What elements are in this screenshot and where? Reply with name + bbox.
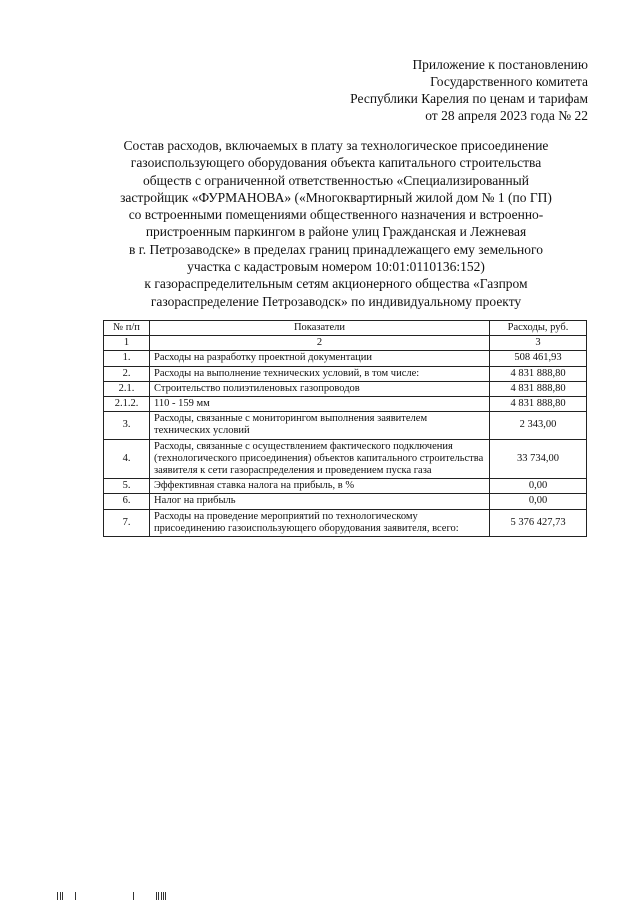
header-costs: Расходы, руб.	[490, 321, 587, 336]
header-indicators: Показатели	[150, 321, 490, 336]
appendix-line: от 28 апреля 2023 года № 22	[425, 108, 588, 123]
appendix-line: Приложение к постановлению	[412, 57, 588, 72]
title-line: застройщик «ФУРМАНОВА» («Многоквартирный жилой дом № 1 (по ГП)	[120, 189, 552, 205]
row-value: 4 831 888,80	[490, 366, 587, 381]
row-value: 508 461,93	[490, 351, 587, 366]
table-row	[104, 397, 587, 412]
row-name: Расходы на проведение мероприятий по технологическому присоединению газоиспользующего оборудования заявителя, всего:	[150, 509, 490, 536]
title-line: газоиспользующего оборудования объекта капитального строительства	[130, 155, 542, 171]
row-value: 0,00	[490, 479, 587, 494]
table-row	[104, 366, 587, 381]
row-num: 6.	[104, 494, 150, 509]
title-line: со встроенными помещениями общественного назначения и встроенно-	[128, 207, 544, 223]
colnum-cell: 1	[104, 336, 150, 351]
row-name: Расходы на разработку проектной документации	[150, 351, 490, 366]
row-name: Расходы, связанные с мониторингом выполнения заявителем технических условий	[150, 412, 490, 439]
table-row	[104, 509, 587, 536]
row-num: 7.	[104, 509, 150, 536]
title-line: пристроенным паркингом в районе улиц Гражданская и Лежневая	[145, 224, 527, 240]
row-num: 2.1.2.	[104, 397, 150, 412]
row-value: 0,00	[490, 494, 587, 509]
row-value: 4 831 888,80	[490, 397, 587, 412]
colnum-cell: 2	[150, 336, 490, 351]
document-title	[96, 137, 576, 310]
title-line: в г. Петрозаводске» в пределах границ принадлежащего ему земельного	[129, 241, 543, 257]
row-value: 4 831 888,80	[490, 381, 587, 396]
row-name: Строительство полиэтиленовых газопроводов	[150, 381, 490, 396]
table-row	[104, 439, 587, 479]
title-line: Состав расходов, включаемых в плату за технологическое присоединение	[123, 138, 549, 153]
appendix-line: Государственного комитета	[430, 74, 588, 89]
table-header-row	[104, 321, 587, 336]
title-line: к газораспределительным сетям акционерного общества «Газпром	[144, 276, 528, 292]
table-row	[104, 381, 587, 396]
colnum-cell: 3	[490, 336, 587, 351]
appendix-note	[350, 56, 588, 124]
table-row	[104, 479, 587, 494]
row-name: Эффективная ставка налога на прибыль, в %	[150, 479, 490, 494]
header-num: № п/п	[104, 321, 150, 336]
row-value: 2 343,00	[490, 412, 587, 439]
row-value: 5 376 427,73	[490, 509, 587, 536]
table-row	[104, 351, 587, 366]
costs-table	[103, 320, 587, 537]
row-num: 2.1.	[104, 381, 150, 396]
row-name: Расходы на выполнение технических условий, в том числе:	[150, 366, 490, 381]
scan-barcode-marks	[57, 892, 177, 902]
table-colnum-row	[104, 336, 587, 351]
row-num: 5.	[104, 479, 150, 494]
row-num: 3.	[104, 412, 150, 439]
appendix-line: Республики Карелия по ценам и тарифам	[350, 91, 588, 106]
row-num: 4.	[104, 439, 150, 479]
table-row	[104, 412, 587, 439]
title-line: обществ с ограниченной ответственностью «Специализированный	[143, 172, 529, 188]
title-line: газораспределение Петрозаводск» по индивидуальному проекту	[150, 293, 522, 309]
title-line: участка с кадастровым номером 10:01:0110136:152)	[187, 259, 485, 275]
row-num: 2.	[104, 366, 150, 381]
row-num: 1.	[104, 351, 150, 366]
row-name: Налог на прибыль	[150, 494, 490, 509]
row-name: 110 - 159 мм	[150, 397, 490, 412]
table-row	[104, 494, 587, 509]
row-name: Расходы, связанные с осуществлением фактического подключения (технологического присоединения) объектов капитального строительства заявителя к сети газораспределения и проведением пуска газа	[150, 439, 490, 479]
row-value: 33 734,00	[490, 439, 587, 479]
